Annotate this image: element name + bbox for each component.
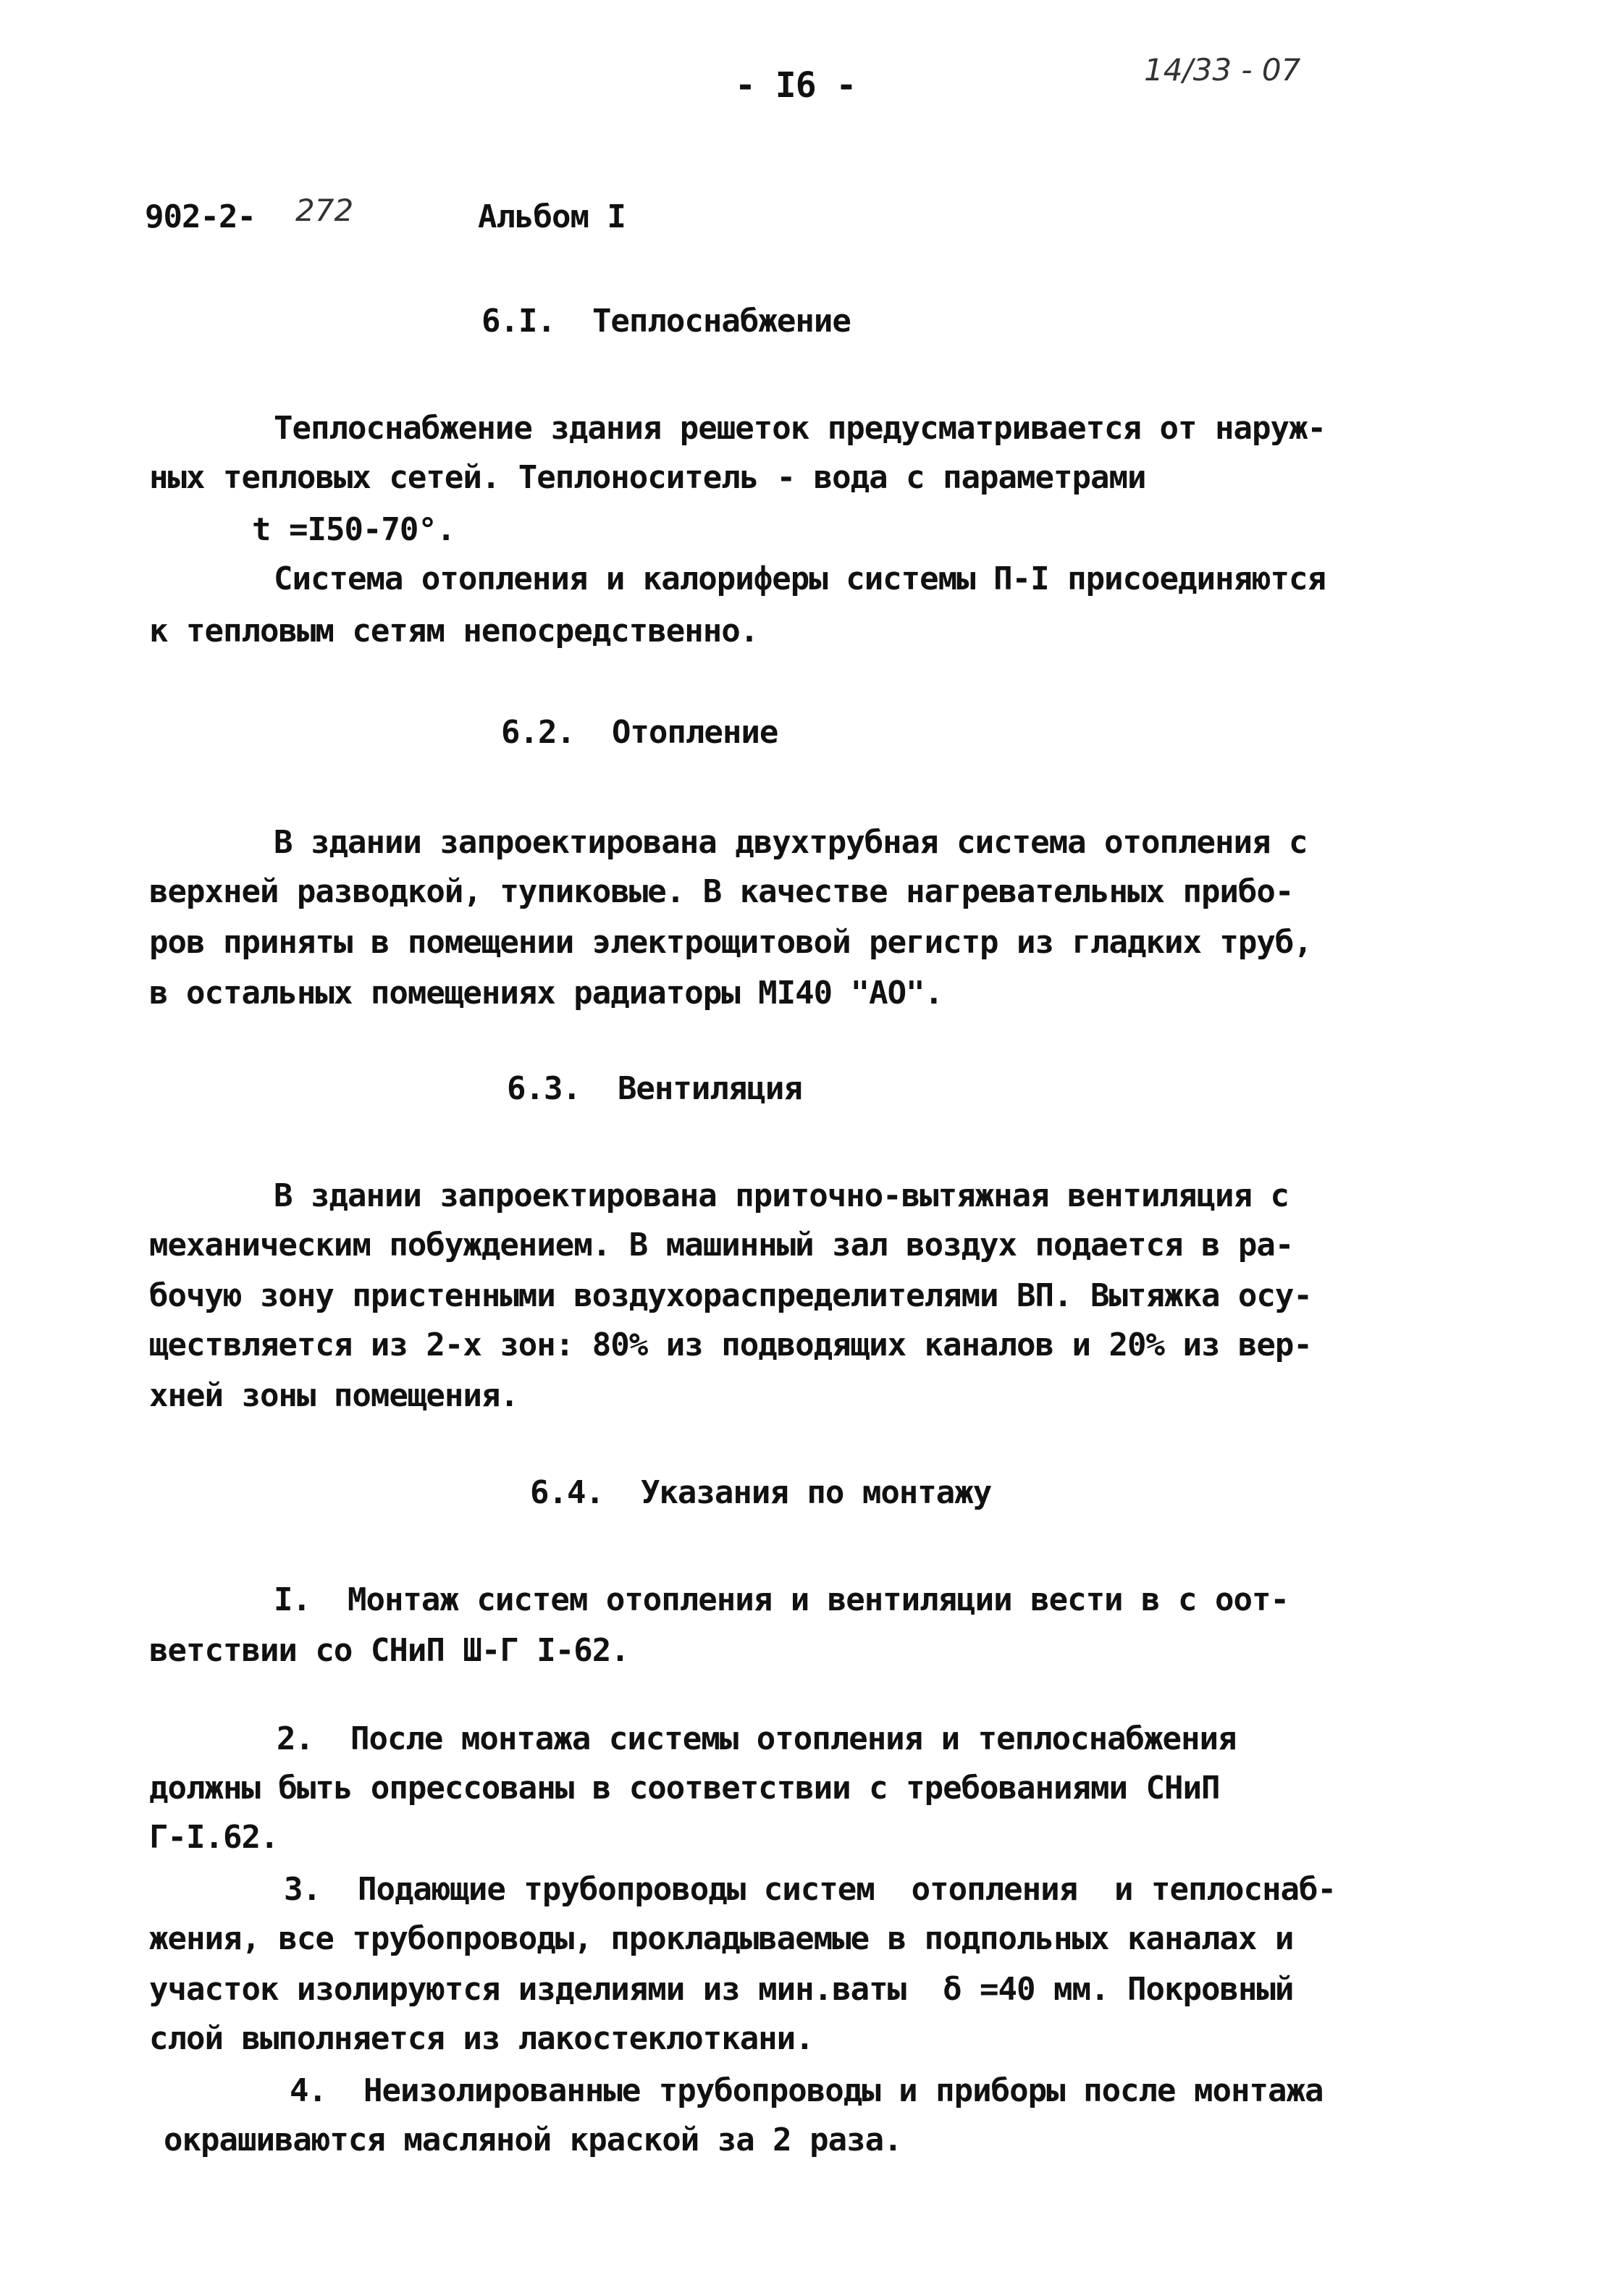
paragraph-line: в остальных помещениях радиаторы МI40 "АО". bbox=[149, 975, 943, 1012]
list-item-line: I. Монтаж систем отопления и вентиляции вести в с оот- bbox=[274, 1581, 1289, 1618]
list-item-line: жения, все трубопроводы, прокладываемые в подпольных каналах и bbox=[149, 1920, 1294, 1957]
section-heading: 6.2. Отопление bbox=[501, 714, 778, 751]
paragraph-line: ных тепловых сетей. Теплоноситель - вода с параметрами bbox=[149, 459, 1146, 496]
list-item-line: Г-I.62. bbox=[149, 1819, 279, 1856]
section-heading: 6.4. Указания по монтажу bbox=[530, 1474, 992, 1511]
list-item-line: слой выполняется из лакостеклоткани. bbox=[149, 2020, 814, 2057]
paragraph-line: Теплоснабжение здания решеток предусматривается от наруж- bbox=[274, 410, 1326, 447]
list-item-line: должны быть опрессованы в соответствии с требованиями СНиП bbox=[149, 1770, 1220, 1807]
list-item-line: 2. После монтажа системы отопления и теплоснабжения bbox=[277, 1720, 1237, 1757]
album-title: Альбом I bbox=[478, 198, 626, 235]
paragraph-line: В здании запроектирована двухтрубная система отопления с bbox=[274, 824, 1308, 861]
list-item-line: 3. Подающие трубопроводы систем отопления и теплоснаб- bbox=[284, 1871, 1336, 1908]
document-code-handwritten: 272 bbox=[295, 193, 354, 228]
paragraph-line: верхней разводкой, тупиковые. В качестве нагревательных прибо- bbox=[149, 873, 1294, 910]
page-number: - I6 - bbox=[735, 65, 857, 106]
handwritten-archive-code: 14/33 - 07 bbox=[1144, 52, 1301, 88]
list-item-line: окрашиваются масляной краской за 2 раза. bbox=[164, 2121, 902, 2158]
paragraph-line: к тепловым сетям непосредственно. bbox=[149, 613, 759, 649]
section-heading: 6.I. Теплоснабжение bbox=[481, 303, 851, 340]
paragraph-line: хней зоны помещения. bbox=[149, 1377, 518, 1414]
paragraph-line: В здании запроектирована приточно-вытяжная вентиляция с bbox=[274, 1177, 1289, 1214]
paragraph-line: t =I50-70°. bbox=[252, 511, 455, 548]
paragraph-line: ществляется из 2-х зон: 80% из подводящих каналов и 20% из вер- bbox=[149, 1326, 1312, 1363]
paragraph-line: бочую зону пристенными воздухораспределителями ВП. Вытяжка осу- bbox=[149, 1277, 1312, 1314]
paragraph-line: ров приняты в помещении электрощитовой регистр из гладких труб, bbox=[149, 924, 1312, 961]
list-item-line: 4. Неизолированные трубопроводы и приборы после монтажа bbox=[290, 2072, 1324, 2109]
list-item-line: участок изолируются изделиями из мин.ваты δ =40 мм. Покровный bbox=[149, 1971, 1294, 2008]
paragraph-line: механическим побуждением. В машинный зал воздух подается в ра- bbox=[149, 1227, 1294, 1263]
document-code: 902-2- bbox=[145, 198, 256, 235]
section-heading: 6.3. Вентиляция bbox=[507, 1070, 802, 1107]
list-item-line: ветствии со СНиП Ш-Г I-62. bbox=[149, 1632, 629, 1669]
paragraph-line: Система отопления и калориферы системы П-I присоединяются bbox=[274, 560, 1326, 597]
